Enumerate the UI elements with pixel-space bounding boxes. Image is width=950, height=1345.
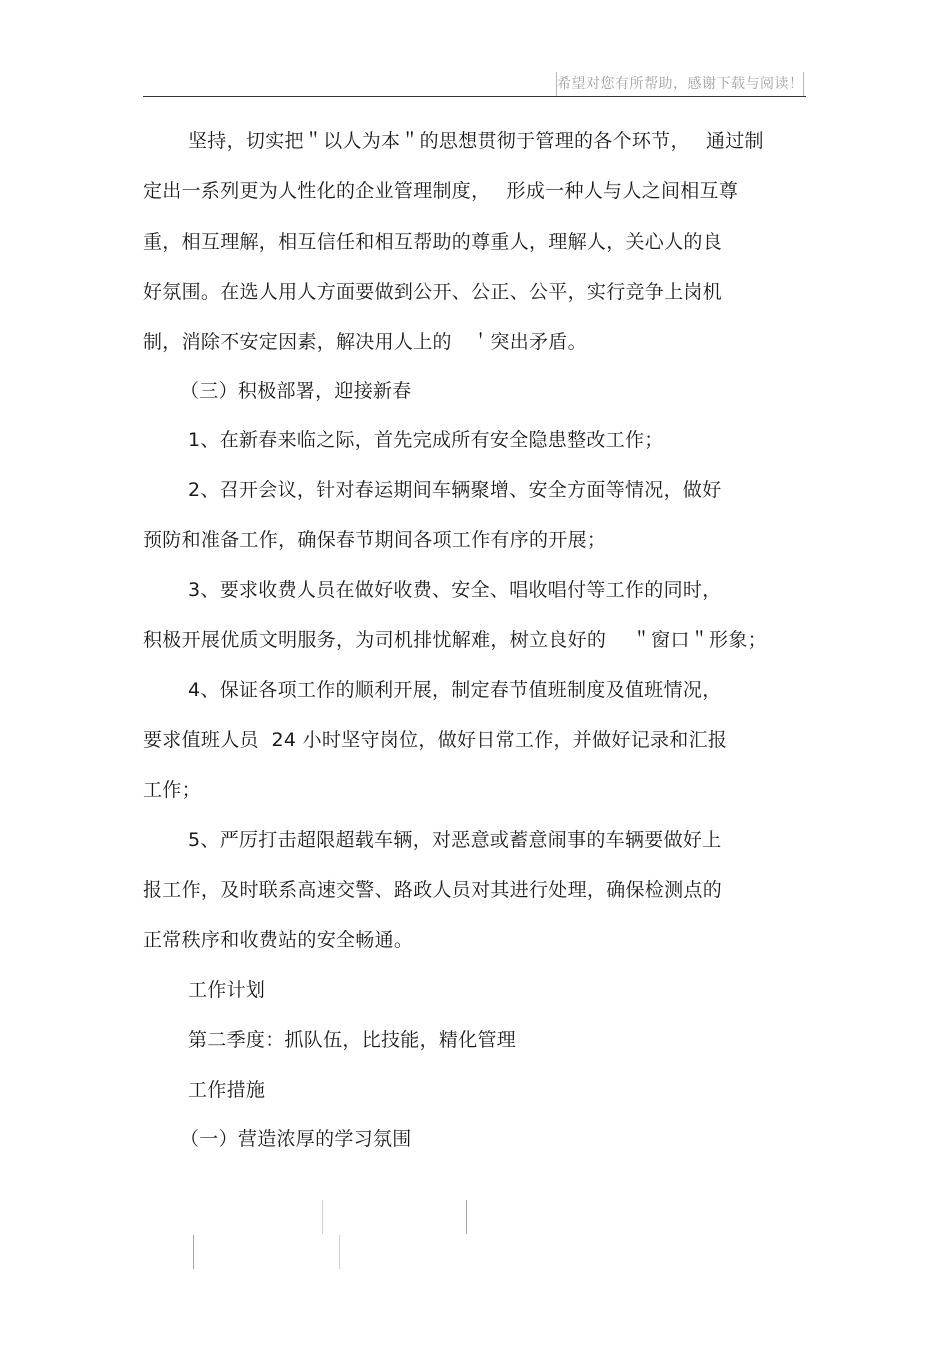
header-tagline: 希望对您有所帮助，感谢下载与阅读！ [556, 72, 804, 96]
body-line-13: 要求值班人员 24 小时坚守岗位，做好日常工作，并做好记录和汇报 [143, 729, 728, 751]
body-line-10: 3、要求收费人员在做好收费、安全、唱收唱付等工作的同时， [188, 579, 722, 601]
measures-heading: 工作措施 [188, 1079, 266, 1101]
body-line-14: 工作； [143, 779, 201, 801]
body-line-9: 预防和准备工作，确保春节期间各项工作有序的开展； [143, 529, 607, 551]
crop-mark [322, 1200, 323, 1234]
body-line-17: 正常秩序和收费站的安全畅通。 [143, 929, 414, 951]
body-line-16: 报工作，及时联系高速交警、路政人员对其进行处理，确保检测点的 [143, 879, 723, 901]
body-line-15: 5、严厉打击超限超载车辆，对恶意或蓄意闹事的车辆要做好上 [188, 829, 722, 851]
crop-mark [339, 1235, 340, 1269]
body-line-2: 定出一系列更为人性化的企业管理制度， 形成一种人与人之间相互尊 [143, 180, 739, 202]
crop-mark [466, 1200, 467, 1234]
crop-mark [193, 1235, 194, 1269]
body-line-12: 4、保证各项工作的顺利开展，制定春节值班制度及值班情况， [188, 679, 722, 701]
quarter-heading: 第二季度：抓队伍，比技能，精化管理 [188, 1029, 517, 1051]
body-line-7: 1、在新春来临之际，首先完成所有安全隐患整改工作； [188, 429, 664, 451]
body-line-8: 2、召开会议，针对春运期间车辆聚增、安全方面等情况，做好 [188, 479, 722, 501]
body-line-4: 好氛围。在选人用人方面要做到公开、公正、公平，实行竞争上岗机 [143, 281, 723, 303]
section-heading-3: （三）积极部署，迎接新春 [180, 380, 412, 402]
work-plan-heading: 工作计划 [188, 979, 266, 1001]
body-line-5: 制，消除不安定因素，解决用人上的 ＇突出矛盾。 [143, 331, 587, 353]
body-line-3: 重，相互理解，相互信任和相互帮助的尊重人，理解人，关心人的良 [143, 231, 723, 253]
section-heading-1: （一）营造浓厚的学习氛围 [180, 1128, 412, 1150]
body-line-11: 积极开展优质文明服务，为司机排忧解难，树立良好的 ＂窗口＂形象； [143, 629, 767, 651]
header-rule [143, 96, 806, 97]
body-line-1: 坚持，切实把＂以人为本＂的思想贯彻于管理的各个环节， 通过制 [188, 130, 764, 152]
